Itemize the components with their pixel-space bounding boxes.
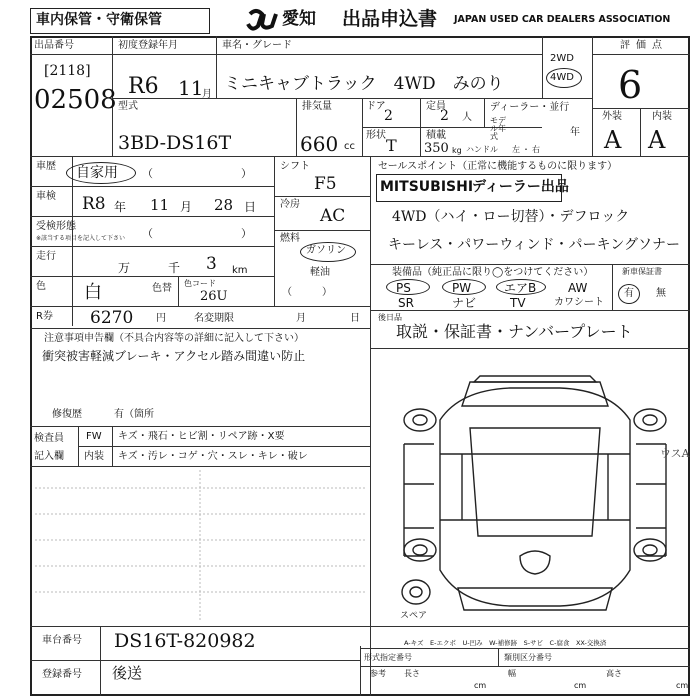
height-cm: cm	[676, 681, 689, 690]
equip-pw[interactable]: PW	[452, 281, 472, 295]
load-value: 350	[424, 141, 449, 156]
doors-value: 2	[384, 108, 393, 124]
displacement-value: 660	[300, 132, 339, 156]
form-title: 出品申込書	[342, 8, 438, 30]
car-name-value: ミニキャブトラック 4WD みのり	[224, 74, 504, 94]
handle-label: ハンドル	[466, 145, 498, 154]
fuel-diesel[interactable]: 軽油	[310, 267, 330, 278]
interior-label: 内装	[652, 111, 672, 122]
first-reg-era: R6	[128, 74, 159, 99]
mileage-label: 走行	[36, 251, 56, 262]
equip-ps[interactable]: PS	[396, 281, 411, 295]
transfer-day: 日	[350, 313, 360, 324]
drive-2wd[interactable]: 2WD	[550, 53, 574, 64]
accessories-label: 後日品	[378, 313, 402, 322]
chassis-value: DS16T-820982	[114, 630, 256, 652]
mileage-unit: km	[232, 265, 248, 276]
equip-tv[interactable]: TV	[510, 296, 526, 310]
equip-seat[interactable]: カワシート	[554, 297, 604, 308]
recycle-value: 6270	[90, 308, 134, 328]
mileage-value: 3	[206, 254, 217, 274]
damage-legend: A-キズ E-エクボ U-凹み W-補修跡 S-サビ C-腐食 XX-交換済	[404, 639, 607, 647]
inspection-month: 11	[150, 196, 170, 214]
inspection-year-unit: 年	[114, 200, 127, 214]
warranty-yes[interactable]: 有	[624, 288, 634, 299]
inspector-fw-items: キズ・飛石・ヒビ割・リペア跡・X要	[118, 431, 285, 442]
load-label: 積載	[426, 130, 446, 141]
storage-title: 車内保管・守衛保管	[36, 12, 162, 28]
color-code-label: 色コード	[184, 279, 216, 288]
inspection-era: R8	[82, 194, 106, 214]
color-label: 色	[36, 281, 46, 292]
receipt-label: 受検形態	[36, 221, 76, 232]
association-name: JAPAN USED CAR DEALERS ASSOCIATION	[454, 14, 671, 25]
repair-label: 修復歴	[52, 409, 82, 420]
score-label: 評価点	[620, 40, 668, 51]
receipt-note: ※該当する項目を記入して下さい	[36, 235, 126, 242]
warranty-no[interactable]: 無	[656, 288, 666, 299]
equipment-label: 装備品（純正品に限り◯をつけてください）	[392, 267, 594, 278]
equip-navi[interactable]: ナビ	[452, 296, 477, 310]
ac-label: 冷房	[280, 199, 300, 210]
displacement-label: 排気量	[302, 101, 332, 112]
doors-label: ドア	[366, 101, 386, 112]
inspector-fw-label: FW	[86, 431, 102, 442]
warranty-label: 新車保証書	[622, 267, 662, 276]
usage-value: 自家用	[76, 165, 118, 181]
inspector-in-items: キズ・汚レ・コゲ・穴・スレ・キレ・破レ	[118, 451, 308, 462]
handle-options[interactable]: 左・右	[512, 145, 542, 154]
model-label: 型式	[118, 101, 138, 112]
dealer-label: ディーラー・並行	[490, 102, 570, 113]
exterior-label: 外装	[602, 111, 622, 122]
dealer-text: ディーラー出品	[472, 179, 569, 195]
capacity-label: 定員	[426, 101, 446, 112]
first-reg-month-unit: 月	[202, 89, 212, 100]
plate-label: 登録番号	[42, 669, 82, 680]
first-reg-label: 初度登録年月	[118, 40, 178, 51]
capacity-unit: 人	[462, 112, 472, 123]
equip-sr[interactable]: SR	[398, 296, 414, 310]
inspection-day: 28	[214, 196, 234, 214]
chassis-label: 車台番号	[42, 635, 82, 646]
shape-label: 形状	[366, 130, 386, 141]
mitsubishi-brand: MITSUBISHI	[380, 179, 474, 195]
recycle-yen: 円	[156, 313, 166, 324]
model-year-suffix: 年	[570, 127, 580, 138]
repair-value: 有（箇所	[114, 409, 154, 420]
width-cm: cm	[574, 681, 587, 690]
color-value: 白	[84, 282, 102, 303]
kg-unit: kg	[452, 146, 462, 155]
fuel-gas[interactable]: ガソリン	[306, 245, 346, 256]
fuel-paren: （ ）	[282, 287, 332, 298]
inspector-in-label: 内装	[84, 451, 104, 462]
usage-paren[interactable]: （ ）	[142, 167, 252, 180]
recycle-label: R券	[36, 311, 53, 322]
mileage-man: 万	[118, 261, 131, 275]
color-change-label: 色替	[152, 283, 172, 294]
diagram-annotation: ウスA	[660, 447, 690, 460]
first-reg-month: 11	[178, 76, 204, 100]
blank-grid	[30, 466, 370, 626]
transfer-month: 月	[296, 313, 306, 324]
listing-number: 02508	[34, 85, 117, 115]
selling-point-line2: キーレス・パワーウィンド・パーキングソナー	[388, 237, 681, 253]
inspection-label: 車検	[36, 191, 56, 202]
exterior-grade: A	[604, 126, 622, 154]
width-label: 幅	[508, 669, 516, 678]
car-name-label: 車名・グレード	[222, 40, 292, 51]
reference-label: 参考	[370, 669, 386, 678]
ju-logo	[246, 8, 280, 32]
inspection-day-unit: 日	[244, 200, 257, 214]
transfer-label: 名変期限	[194, 313, 234, 324]
drive-4wd[interactable]: 4WD	[550, 72, 574, 83]
model-value: 3BD-DS16T	[118, 132, 232, 154]
usage-label: 車歴	[36, 161, 56, 172]
interior-grade: A	[648, 126, 666, 154]
org-name: 愛知	[282, 9, 316, 29]
model-year-label: モデル年式	[490, 116, 506, 141]
selling-point-line1: 4WD（ハイ・ロー切替）・デフロック	[392, 209, 630, 225]
inspector-label2: 記入欄	[34, 451, 64, 462]
fuel-label: 燃料	[280, 233, 300, 244]
listing-sub-number: [2118]	[44, 63, 91, 79]
equip-aw[interactable]: AW	[568, 281, 588, 295]
category-label: 類別区分番号	[504, 653, 552, 662]
shape-value: T	[386, 136, 397, 155]
length-cm: cm	[474, 681, 487, 690]
notes-line1: 衝突被害軽減ブレーキ・アクセル踏み間違い防止	[42, 349, 306, 363]
inspection-month-unit: 月	[180, 200, 193, 214]
cc-unit: cc	[344, 141, 355, 152]
height-label: 高さ	[606, 669, 622, 678]
notes-label: 注意事項申告欄（不具合内容等の詳細に記入して下さい）	[44, 333, 304, 344]
equipment-grid	[384, 279, 610, 309]
length-label: 長さ	[404, 669, 420, 678]
receipt-paren[interactable]: （ ）	[142, 227, 252, 240]
color-code-value: 26U	[200, 289, 228, 304]
shift-value: F5	[314, 174, 337, 194]
spare-label: スペア	[400, 611, 428, 621]
capacity-value: 2	[440, 108, 449, 124]
form-no-label: 形式指定番号	[364, 653, 412, 662]
equip-airbag[interactable]: エアB	[504, 281, 537, 295]
mileage-sen: 千	[168, 261, 181, 275]
ac-value: AC	[320, 206, 346, 226]
inspector-label1: 検査員	[34, 433, 64, 444]
score-value: 6	[618, 63, 643, 107]
plate-value: 後送	[112, 664, 143, 682]
shift-label: シフト	[280, 161, 310, 172]
accessories-value: 取説・保証書・ナンバープレート	[396, 322, 633, 341]
selling-points-label: セールスポイント（正常に機能するものに限ります）	[378, 161, 618, 172]
car-damage-diagram[interactable]	[400, 360, 670, 620]
listing-number-label: 出品番号	[34, 40, 74, 51]
